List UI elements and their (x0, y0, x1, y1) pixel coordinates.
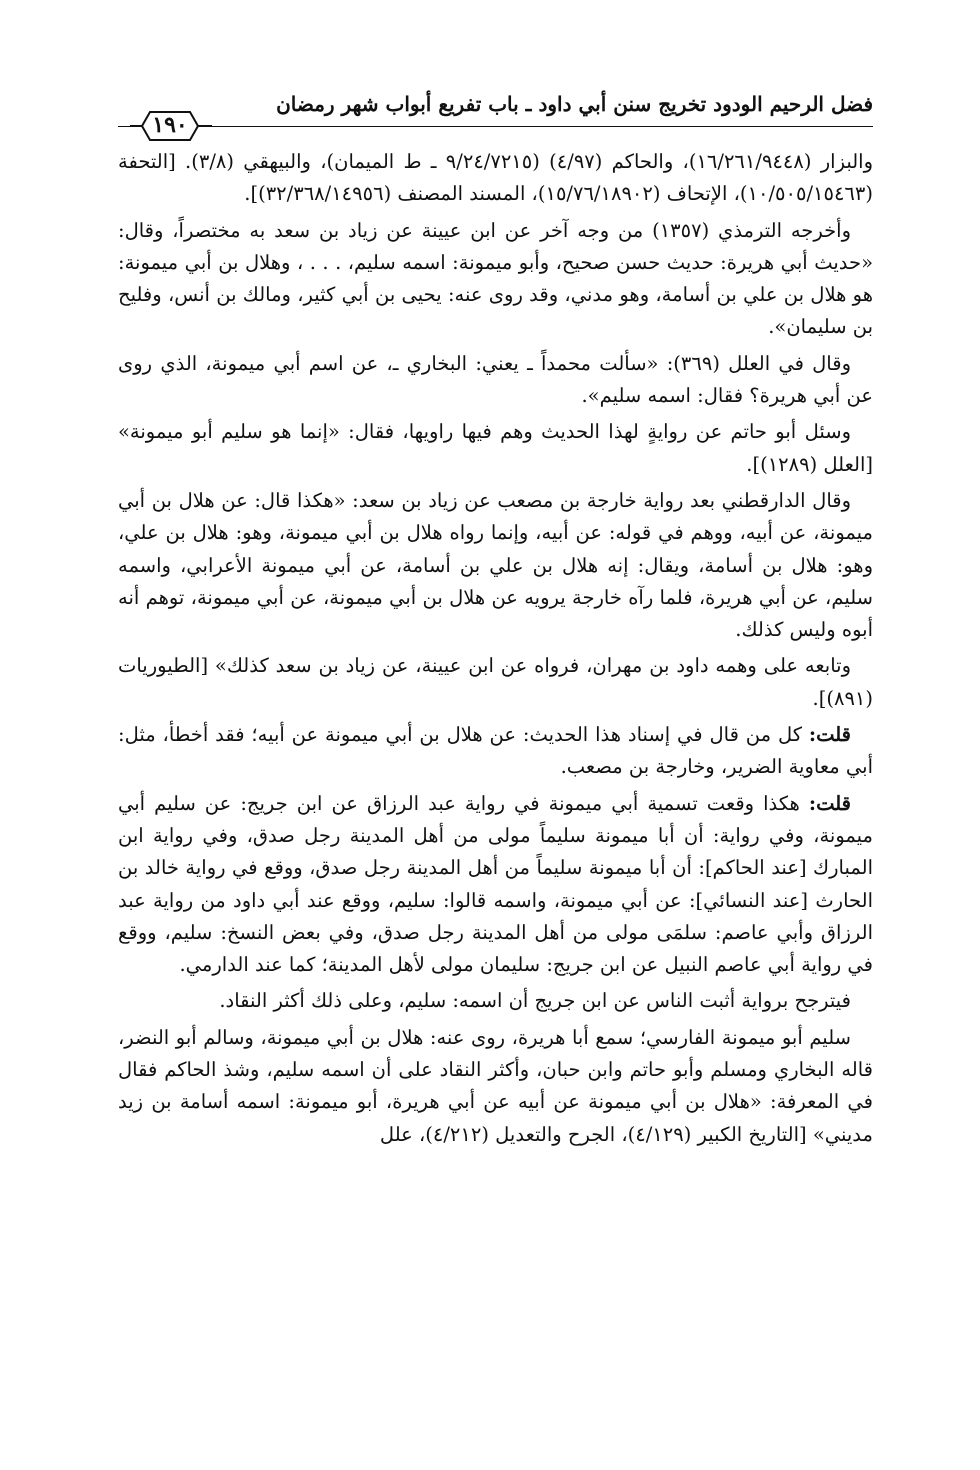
paragraph (118, 485, 873, 646)
paragraph-text: والبزار (١٦/٢٦١/٩٤٤٨)، والحاكم (٤/٩٧) (٩/٢٤/٧٢١٥ ـ ط الميمان)، والبيهقي (٣/٨). [التحفة (١٠/٥٠٥/١٥٤٦٣)، الإتحاف (١٥/٧٦/١٨٩٠٢)، المسند المصنف (٣٢/٣٦٨/١٤٩٥٦)]. (118, 150, 873, 206)
header-rule (118, 126, 873, 127)
paragraph-text: وسئل أبو حاتم عن روايةٍ لهذا الحديث وهم فيها راويها، فقال: «إنما هو سليم أبو ميمونة» [العلل (١٢٨٩)]. (118, 420, 873, 476)
page-number-badge (128, 106, 212, 146)
page-number: ١٩٠ (152, 112, 188, 138)
paragraph (118, 719, 873, 784)
paragraph-text: وقال في العلل (٣٦٩): «سألت محمداً ـ يعني: البخاري ـ، عن اسم أبي ميمونة، الذي روى عن أبي هريرة؟ فقال: اسمه سليم». (118, 351, 873, 408)
running-header (118, 88, 873, 138)
paragraph (118, 650, 873, 715)
paragraph (118, 416, 873, 481)
paragraph-lead: قلت: (808, 723, 851, 747)
header-title: فضل الرحيم الودود تخريج سنن أبي داود ـ باب تفريع أبواب شهر رمضان (276, 92, 873, 116)
paragraph (118, 1022, 873, 1151)
paragraph-text: هكذا وقعت تسمية أبي ميمونة في رواية عبد الرزاق عن ابن جريج: عن سليم أبي ميمونة، وفي رواية: أن أبا ميمونة سليماً مولى من أهل المدينة رجل صدق، وفي رواية ابن المبارك [عند الحاكم]: أن أبا ميمونة سليماً من أهل المدينة رجل صدق، ووقع في رواية خالد بن الحارث [عند النسائي]: عن أبي ميمونة، واسمه قالوا: سليم، ووقع عند أبي داود من رواية عبد الرزاق وأبي عاصم: سلمَى مولى من أهل المدينة رجل صدق، وفي بعض النسخ: سليم، ووقع في رواية أبي عاصم النبيل عن ابن جريج: سليمان مولى لأهل المدينة؛ كما عند الدارمي. (118, 791, 873, 977)
paragraph-text: سليم أبو ميمونة الفارسي؛ سمع أبا هريرة، روى عنه: هلال بن أبي ميمونة، وسالم أبو النضر، قاله البخاري ومسلم وأبو حاتم وابن حبان، وأكثر النقاد على أن اسمه سليم، وشذ الحاكم فقال في المعرفة: «هلال بن أبي ميمونة عن أبيه عن أبي هريرة، أبو ميمونة: اسمه أسامة بن زيد مديني» [التاريخ الكبير (٤/١٢٩)، الجرح والتعديل (٤/٢١٢)، علل (118, 1025, 873, 1146)
paragraph (118, 215, 873, 344)
paragraph-text: فيترجح برواية أثبت الناس عن ابن جريج أن اسمه: سليم، وعلى ذلك أكثر النقاد. (219, 989, 851, 1013)
paragraph-text: كل من قال في إسناد هذا الحديث: عن هلال بن أبي ميمونة عن أبيه؛ فقد أخطأ، مثل: أبي معاوية الضرير، وخارجة بن مصعب. (118, 723, 873, 779)
paragraph-text: وأخرجه الترمذي (١٣٥٧) من وجه آخر عن ابن عيينة عن زياد بن سعد به مختصراً، وقال: «حديث أبي هريرة: حديث حسن صحيح، وأبو ميمونة: اسمه سليم، . . . ، وهلال بن أبي ميمونة: هو هلال بن علي بن أسامة، وهو مدني، وقد روى عنه: يحيى بن أبي كثير، ومالك بن أنس، وفليح بن سليمان». (118, 218, 873, 339)
paragraph (118, 146, 873, 211)
paragraph-text: وتابعه على وهمه داود بن مهران، فرواه عن ابن عيينة، عن زياد بن سعد كذلك» [الطيوريات (٨٩١)]. (118, 654, 873, 710)
paragraph (118, 348, 873, 413)
paragraph-text: وقال الدارقطني بعد رواية خارجة بن مصعب عن زياد بن سعد: «هكذا قال: عن هلال بن أبي ميمونة، عن أبيه، ووهم في قوله: عن أبيه، وإنما رواه هلال بن أبي ميمونة، وهو: هلال بن علي، وهو: هلال بن أسامة، ويقال: إنه هلال بن علي بن أسامة، عن أبي ميمونة الأعرابي، واسمه سليم، عن أبي هريرة، فلما رآه خارجة يرويه عن هلال بن أبي ميمونة، عن أبي ميمونة، توهم أنه أبوه وليس كذلك. (118, 488, 873, 642)
paragraph-lead: قلت: (808, 791, 851, 815)
paragraph (118, 788, 873, 982)
body-text (118, 146, 873, 1155)
paragraph (118, 985, 873, 1017)
